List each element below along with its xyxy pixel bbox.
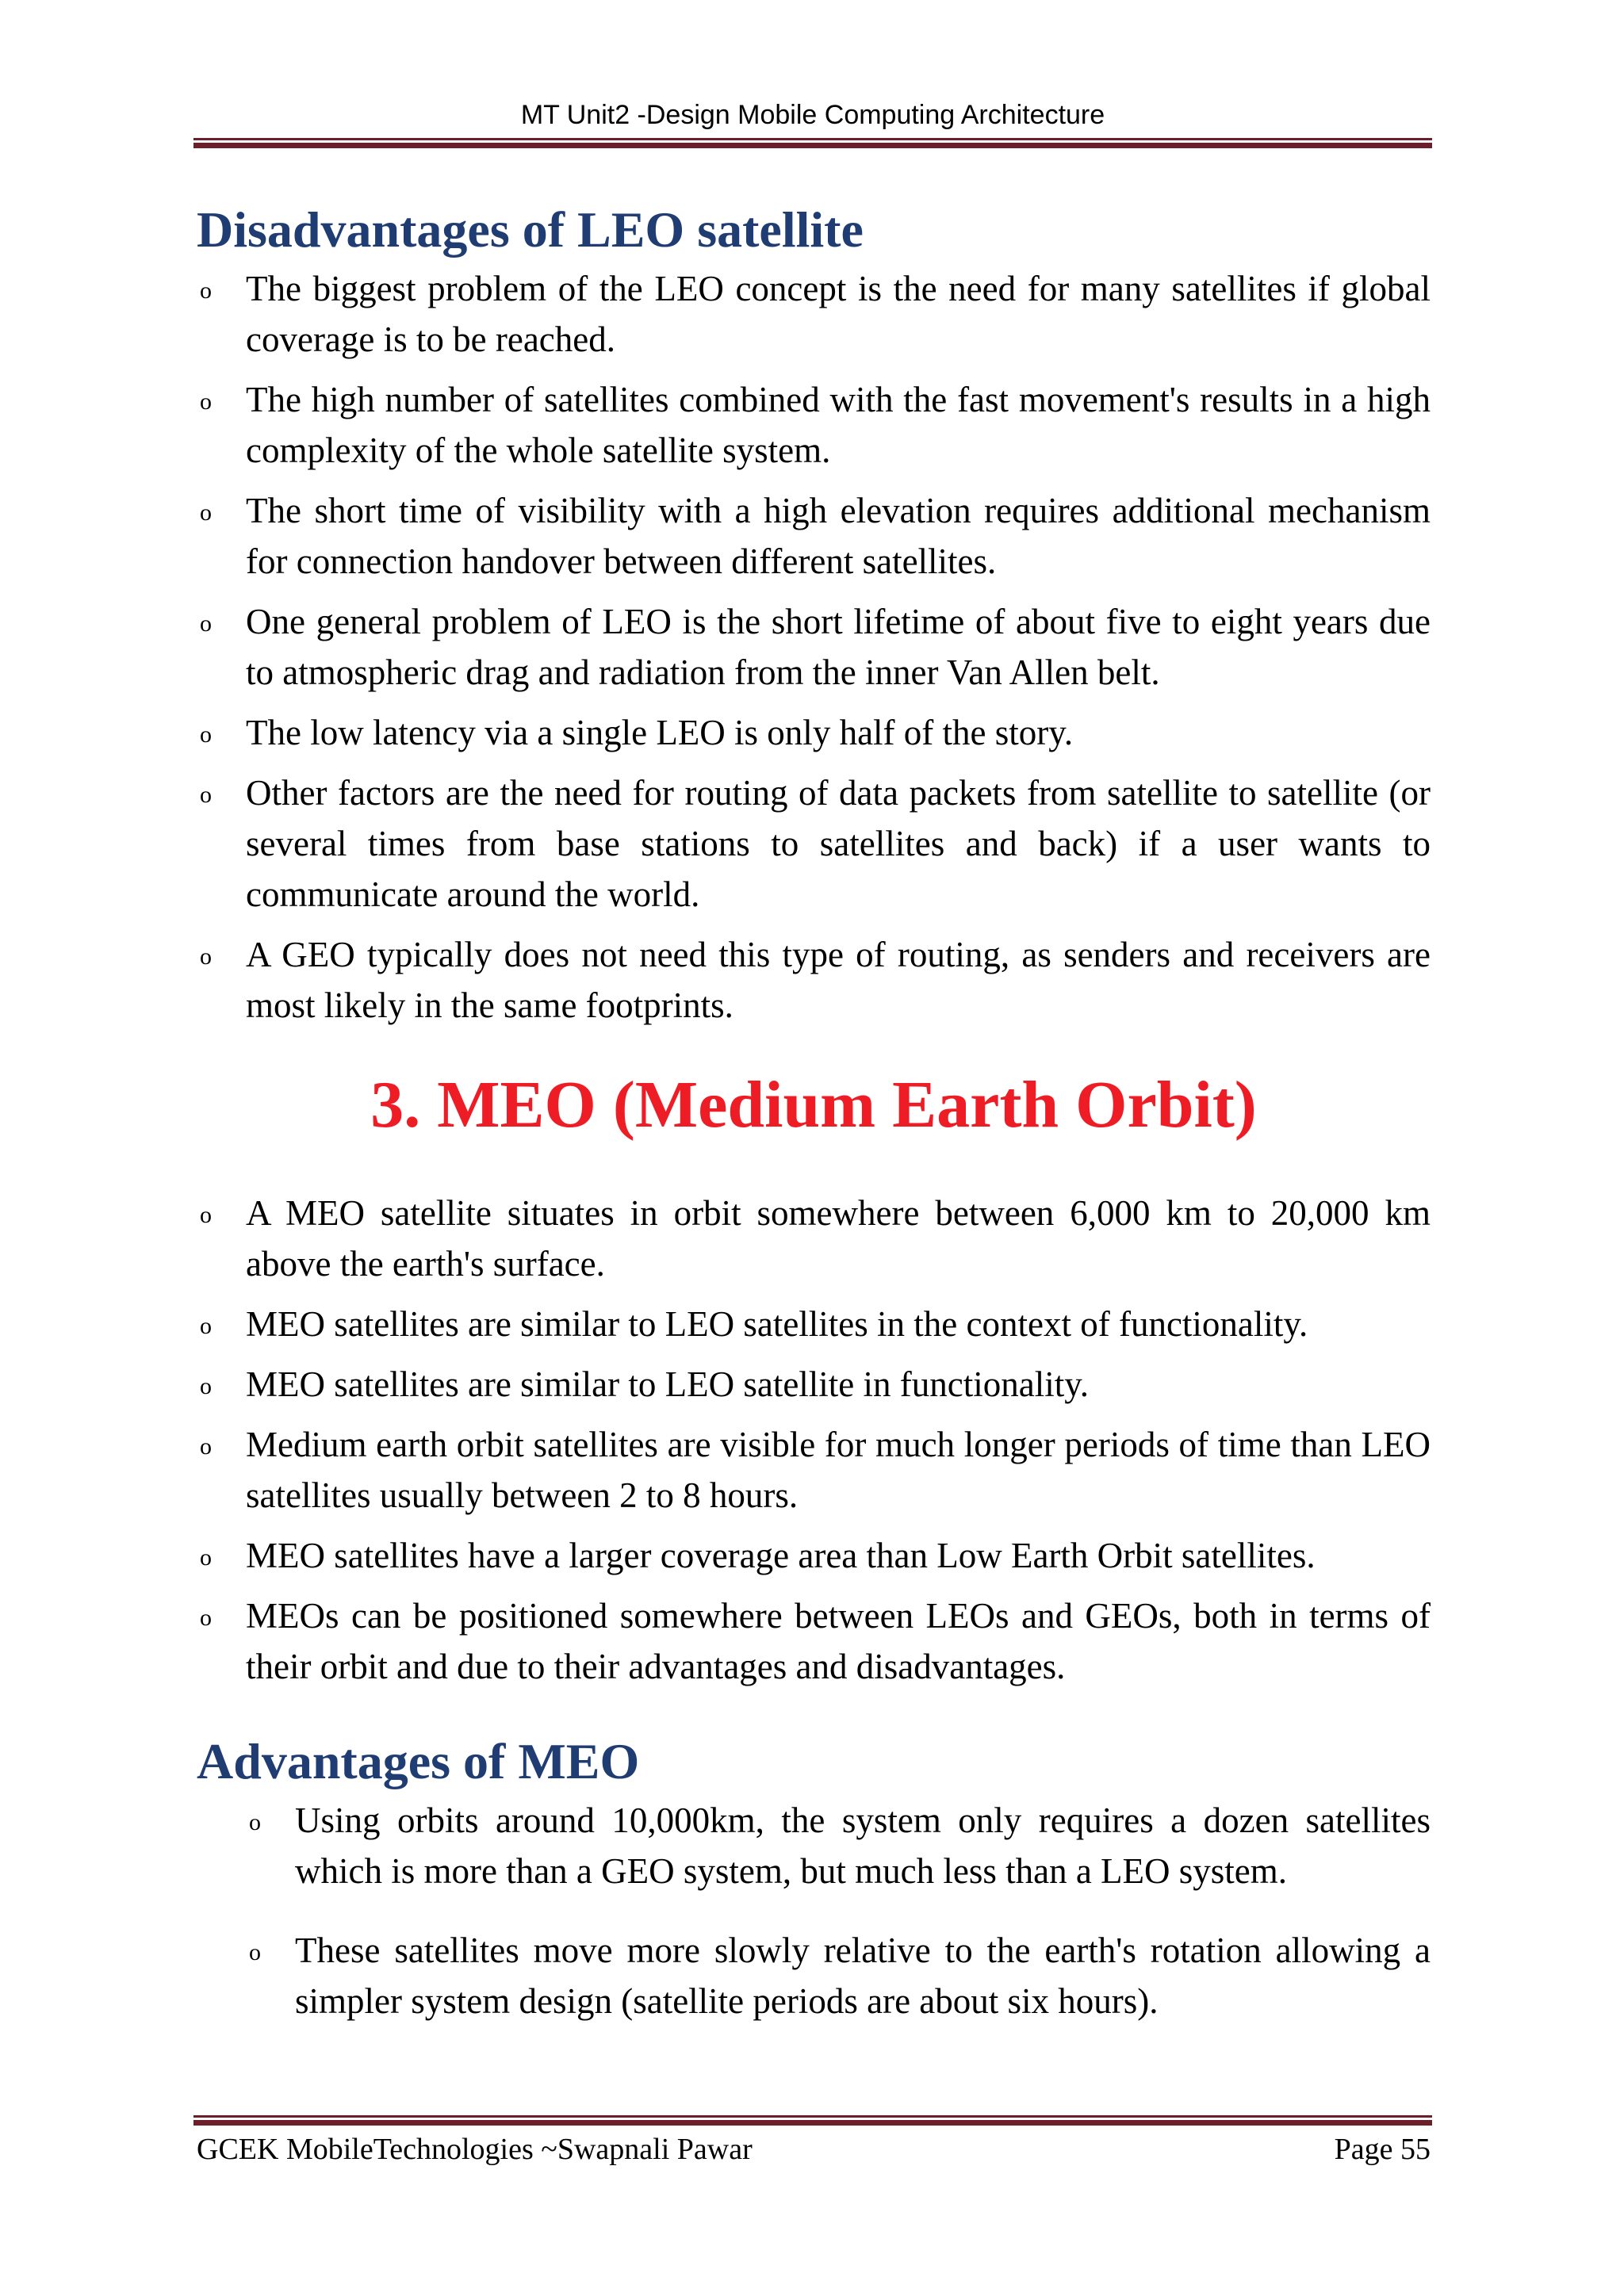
list-item: o The high number of satellites combined with the fast movement's results in a high complexity of the whole satellite system.: [197, 374, 1431, 476]
bullet-icon: o: [200, 721, 212, 748]
page-content: [197, 197, 1431, 2055]
list-item: o One general problem of LEO is the short lifetime of about five to eight years due to atmospheric drag and radiation from the inner Van Allen belt.: [197, 596, 1431, 698]
bullet-icon: o: [200, 1605, 212, 1631]
list-item: o A MEO satellite situates in orbit somewhere between 6,000 km to 20,000 km above the earth's surface.: [197, 1188, 1431, 1289]
header-divider: [193, 138, 1432, 148]
bullet-icon: o: [200, 1373, 212, 1399]
list-item: o A GEO typically does not need this type of routing, as senders and receivers are most likely in the same footprints.: [197, 929, 1431, 1031]
list-item: o These satellites move more slowly relative to the earth's rotation allowing a simpler system design (satellite periods are about six hours).: [197, 1925, 1431, 2026]
list-item: o MEO satellites are similar to LEO satellite in functionality.: [197, 1359, 1431, 1410]
leo-disadvantages-list: [197, 263, 1431, 1031]
heading-meo-advantages: Advantages of MEO: [197, 1733, 640, 1789]
list-item: o MEO satellites have a larger coverage area than Low Earth Orbit satellites.: [197, 1530, 1431, 1581]
heading-leo-disadvantages: Disadvantages of LEO satellite: [197, 201, 864, 258]
list-item: o Other factors are the need for routing of data packets from satellite to satellite (or several times from base stations to satellites and back) if a user wants to communicate around the world.: [197, 767, 1431, 920]
list-item: o The short time of visibility with a high elevation requires additional mechanism for connection handover between different satellites.: [197, 485, 1431, 587]
meo-advantages-list: [197, 1795, 1431, 2026]
bullet-icon: o: [200, 943, 212, 970]
list-item: o Using orbits around 10,000km, the system only requires a dozen satellites which is more than a GEO system, but much less than a LEO system.: [197, 1795, 1431, 1896]
list-item: o MEOs can be positioned somewhere between LEOs and GEOs, both in terms of their orbit and due to their advantages and disadvantages.: [197, 1590, 1431, 1692]
list-item: o MEO satellites are similar to LEO satellites in the context of functionality.: [197, 1299, 1431, 1349]
bullet-icon: o: [200, 782, 212, 808]
list-item: o Medium earth orbit satellites are visible for much longer periods of time than LEO satellites usually between 2 to 8 hours.: [197, 1419, 1431, 1521]
bullet-icon: o: [200, 1313, 212, 1339]
footer-author: GCEK MobileTechnologies ~Swapnali Pawar: [197, 2133, 753, 2166]
bullet-icon: o: [200, 1202, 212, 1228]
bullet-icon: o: [249, 1809, 261, 1835]
bullet-icon: o: [249, 1939, 261, 1965]
bullet-icon: o: [200, 1544, 212, 1571]
bullet-icon: o: [200, 610, 212, 637]
meo-list: [197, 1188, 1431, 1692]
list-item: o The biggest problem of the LEO concept is the need for many satellites if global coverage is to be reached.: [197, 263, 1431, 365]
heading-meo: 3. MEO (Medium Earth Orbit): [370, 1068, 1257, 1142]
bullet-icon: o: [200, 1433, 212, 1460]
footer-divider: [193, 2115, 1432, 2126]
page-header-title: MT Unit2 -Design Mobile Computing Architecture: [520, 100, 1105, 130]
bullet-icon: o: [200, 499, 212, 526]
bullet-icon: o: [200, 388, 212, 415]
footer-page-number: Page 55: [1334, 2133, 1431, 2166]
list-item: o The low latency via a single LEO is only half of the story.: [197, 707, 1431, 758]
page-footer: [197, 2127, 1431, 2172]
bullet-icon: o: [200, 277, 212, 304]
